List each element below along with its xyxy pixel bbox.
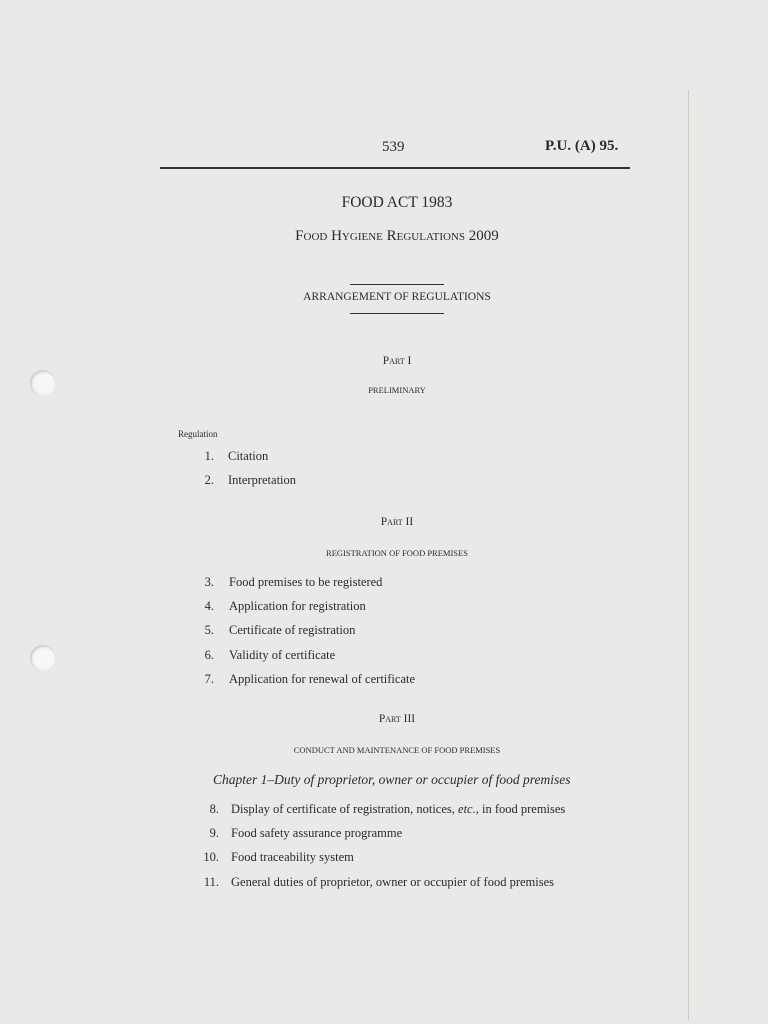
part-heading: REGISTRATION OF FOOD PREMISES (326, 548, 468, 558)
document-title: FOOD ACT 1983 (341, 194, 453, 211)
gazette-reference: P.U. (A) 95. (545, 138, 619, 154)
list-item: Application for renewal of certificate (229, 672, 416, 686)
list-item: Certificate of registration (229, 623, 356, 637)
list-item: Application for registration (229, 599, 366, 613)
divider (350, 284, 444, 285)
page-number: 539 (382, 139, 405, 155)
chapter-heading: Chapter 1–Duty of proprietor, owner or occupier of food premises (213, 772, 571, 787)
part-label: Part II (380, 516, 414, 528)
item-number: 11. (203, 875, 219, 889)
list-item-text: Display of certificate of registration, notices, (231, 802, 459, 816)
part-label: Part I (382, 355, 412, 367)
list-item-text-italic: etc. (458, 802, 476, 816)
divider (350, 313, 444, 314)
item-number: 7. (204, 672, 214, 686)
item-number: 8. (209, 802, 219, 816)
part-heading: CONDUCT AND MAINTENANCE OF FOOD PREMISES (293, 745, 501, 755)
arrangement-heading: ARRANGEMENT OF REGULATIONS (303, 291, 491, 303)
document-subtitle: Food Hygiene Regulations 2009 (295, 228, 499, 244)
list-item: General duties of proprietor, owner or occupier of food premises (231, 875, 554, 889)
part-label: Part III (378, 713, 416, 725)
header-rule (160, 167, 630, 169)
list-item: Food premises to be registered (229, 575, 383, 589)
item-number: 3. (204, 575, 214, 589)
list-item (231, 799, 565, 819)
item-number: 4. (204, 599, 214, 613)
item-number: 1. (204, 449, 214, 463)
list-item: Food traceability system (231, 850, 354, 864)
item-number: 9. (209, 826, 219, 840)
list-item: Interpretation (228, 473, 297, 487)
punch-hole (30, 645, 56, 671)
list-item: Citation (228, 449, 269, 463)
item-number: 6. (204, 648, 214, 662)
item-number: 2. (204, 473, 214, 487)
list-item: Validity of certificate (229, 648, 336, 662)
part-heading: PRELIMINARY (368, 385, 426, 395)
regulation-label: Regulation (178, 429, 218, 439)
list-item: Food safety assurance programme (231, 826, 403, 840)
item-number: 10. (203, 850, 219, 864)
list-item-text: , in food premises (475, 802, 566, 816)
item-number: 5. (204, 623, 214, 637)
